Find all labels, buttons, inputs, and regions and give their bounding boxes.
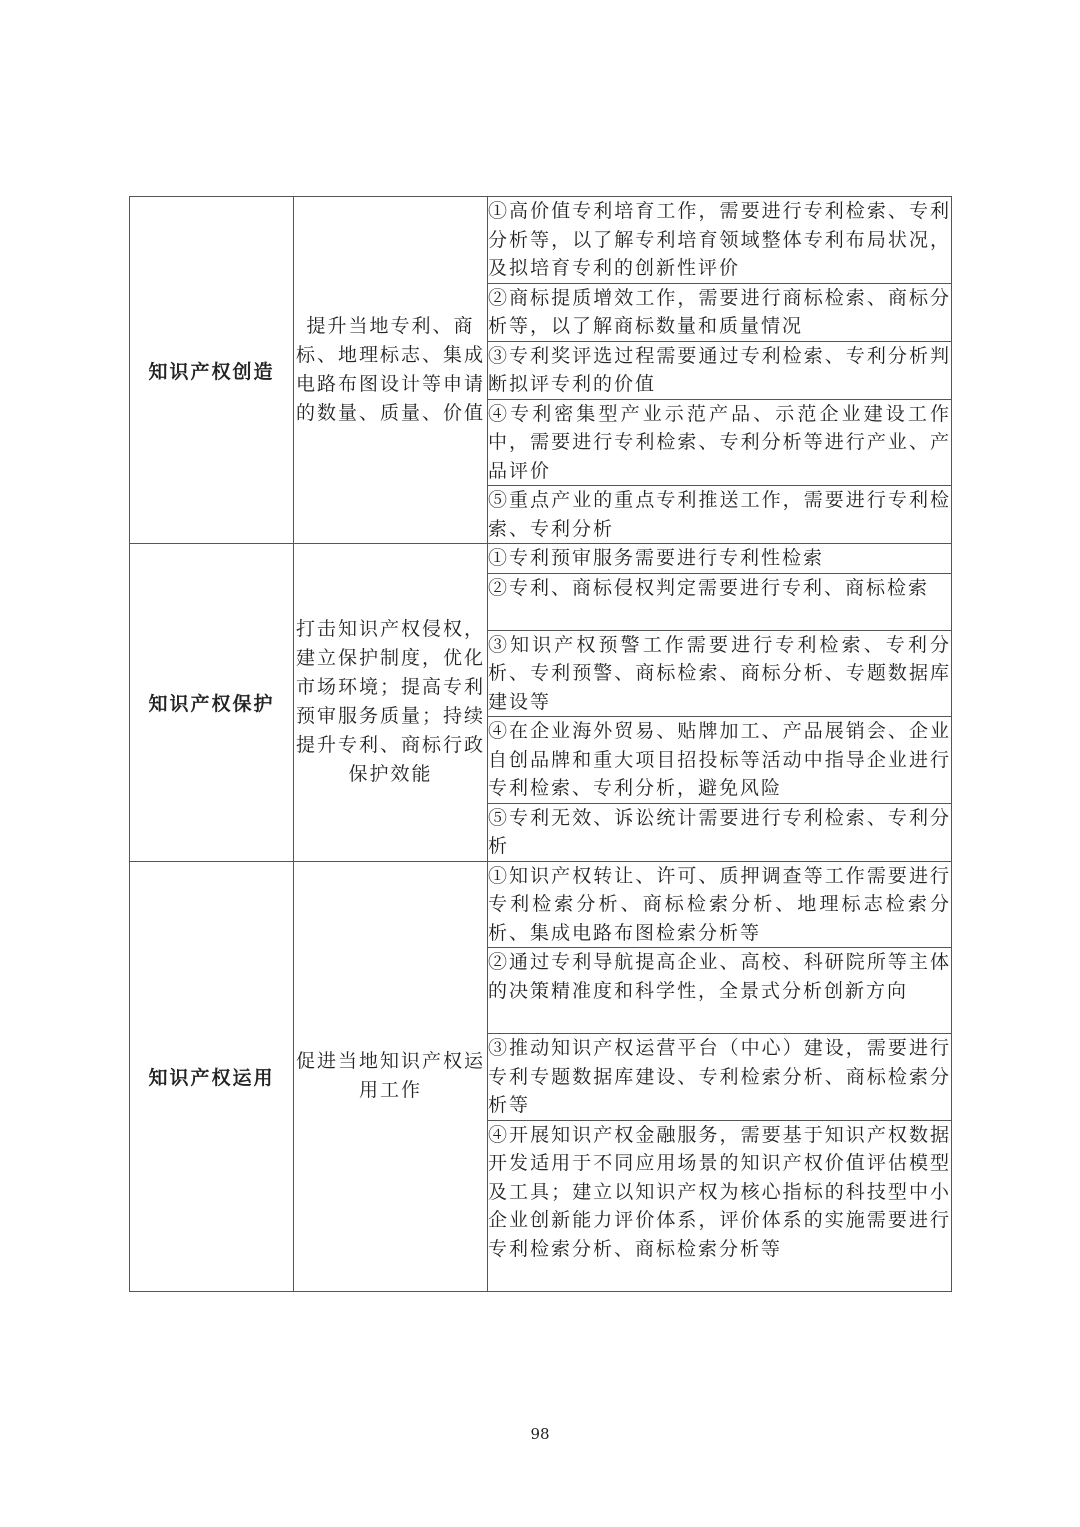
requirement-cell: ①知识产权转让、许可、质押调查等工作需要进行专利检索分析、商标检索分析、地理标志检索分析、集成电路布图检索分析等	[488, 861, 952, 948]
requirement-cell: ③推动知识产权运营平台（中心）建设，需要进行专利专题数据库建设、专利检索分析、商标检索分析等	[488, 1034, 952, 1121]
requirement-cell: ①高价值专利培育工作，需要进行专利检索、专利分析等，以了解专利培育领域整体专利布局状况，及拟培育专利的创新性评价	[488, 197, 952, 284]
requirement-cell: ②商标提质增效工作，需要进行商标检索、商标分析等，以了解商标数量和质量情况	[488, 283, 952, 341]
goal-cell: 提升当地专利、商标、地理标志、集成电路布图设计等申请的数量、质量、价值	[294, 197, 488, 544]
table-row	[130, 544, 952, 574]
requirement-cell: ③专利奖评选过程需要通过专利检索、专利分析判断拟评专利的价值	[488, 341, 952, 399]
requirement-cell: ④专利密集型产业示范产品、示范企业建设工作中，需要进行专利检索、专利分析等进行产业、产品评价	[488, 399, 952, 486]
ip-work-table	[129, 196, 952, 1292]
ip-work-table-body	[130, 197, 952, 1292]
requirement-cell: ①专利预审服务需要进行专利性检索	[488, 544, 952, 574]
category-cell: 知识产权保护	[130, 544, 294, 862]
category-cell: 知识产权创造	[130, 197, 294, 544]
requirement-cell: ②通过专利导航提高企业、高校、科研院所等主体的决策精准度和科学性，全景式分析创新方向	[488, 948, 952, 1034]
requirement-cell: ④开展知识产权金融服务，需要基于知识产权数据开发适用于不同应用场景的知识产权价值评估模型及工具；建立以知识产权为核心指标的科技型中小企业创新能力评价体系，评价体系的实施需要进行专利检索分析、商标检索分析等	[488, 1120, 952, 1291]
goal-cell: 促进当地知识产权运用工作	[294, 861, 488, 1291]
requirement-cell: ②专利、商标侵权判定需要进行专利、商标检索	[488, 573, 952, 630]
table-row	[130, 861, 952, 948]
table-row	[130, 197, 952, 284]
requirement-cell: ③知识产权预警工作需要进行专利检索、专利分析、专利预警、商标检索、商标分析、专题数据库建设等	[488, 630, 952, 717]
requirement-cell: ⑤重点产业的重点专利推送工作，需要进行专利检索、专利分析	[488, 486, 952, 544]
page-number: 98	[530, 1425, 550, 1443]
requirement-cell: ④在企业海外贸易、贴牌加工、产品展销会、企业自创品牌和重大项目招投标等活动中指导企业进行专利检索、专利分析，避免风险	[488, 717, 952, 804]
requirement-cell: ⑤专利无效、诉讼统计需要进行专利检索、专利分析	[488, 803, 952, 861]
category-cell: 知识产权运用	[130, 861, 294, 1291]
goal-cell: 打击知识产权侵权，建立保护制度，优化市场环境；提高专利预审服务质量；持续提升专利、商标行政保护效能	[294, 544, 488, 862]
